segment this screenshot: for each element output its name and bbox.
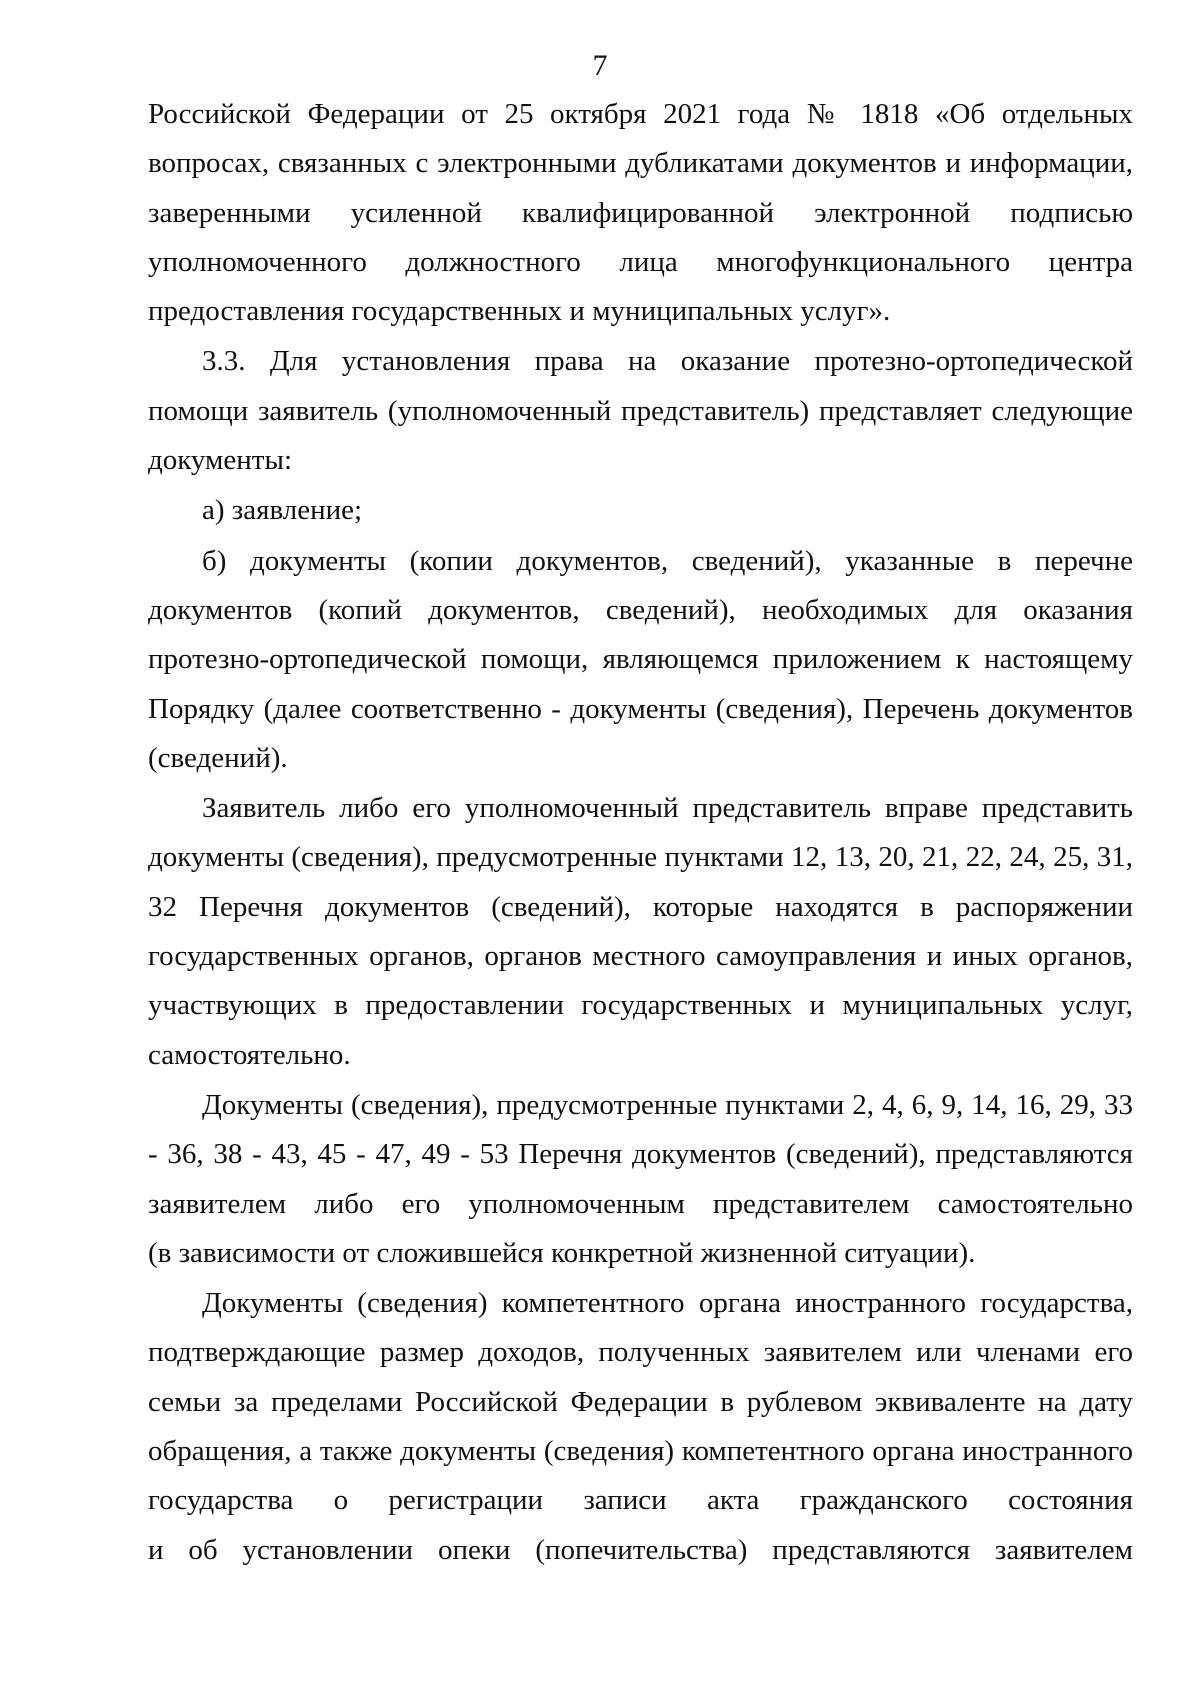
text-line: (в зависимости от сложившейся конкретной жизненной ситуации). <box>148 1236 976 1269</box>
document-body <box>148 90 1133 1576</box>
text-line: Заявитель либо его уполномоченный представитель вправе представить <box>202 792 1133 825</box>
text-line: уполномоченного должностного лица многофункционального центра <box>148 245 1133 278</box>
text-line: документы: <box>148 444 293 477</box>
page-number: 7 <box>592 49 608 82</box>
text-line: б) документы (копии документов, сведений), указанные в перечне <box>202 544 1133 577</box>
text-line: помощи заявитель (уполномоченный представитель) представляет следующие <box>148 394 1133 427</box>
text-line: Порядку (далее соответственно - документы (сведения), Перечень документов <box>148 692 1133 725</box>
text-line: 32 Перечня документов (сведений), которые находятся в распоряжении <box>148 890 1133 923</box>
text-line: а) заявление; <box>202 494 363 527</box>
paragraph-applicant-rights <box>148 784 1133 1080</box>
paragraph-foreign-documents <box>148 1279 1133 1575</box>
text-line: обращения, а также документы (сведения) компетентного органа иностранного <box>148 1435 1133 1468</box>
text-line: Российской Федерации от 25 октября 2021 года № 1818 «Об отдельных <box>148 98 1133 130</box>
text-line: самостоятельно. <box>148 1038 351 1071</box>
text-line: (сведений). <box>148 741 288 774</box>
text-line: - 36, 38 - 43, 45 - 47, 49 - 53 Перечня документов (сведений), представляются <box>148 1138 1133 1171</box>
paragraph-documents-self <box>148 1081 1133 1278</box>
paragraph-continuation <box>148 90 1133 336</box>
text-line: заверенными усиленной квалифицированной электронной подписью <box>148 196 1133 229</box>
text-line: государственных органов, органов местного самоуправления и иных органов, <box>148 940 1133 973</box>
text-line: документы (сведения), предусмотренные пунктами 12, 13, 20, 21, 22, 24, 25, 31, <box>148 841 1133 874</box>
text-line: протезно-ортопедической помощи, являющемся приложением к настоящему <box>148 643 1133 676</box>
text-line: и об установлении опеки (попечительства) представляются заявителем <box>148 1533 1133 1566</box>
text-line: 3.3. Для установления права на оказание протезно-ортопедической <box>202 345 1133 378</box>
text-line: государства о регистрации записи акта гражданского состояния <box>148 1484 1133 1517</box>
text-line: вопросах, связанных с электронными дубликатами документов и информации, <box>148 147 1133 180</box>
text-line: Документы (сведения) компетентного органа иностранного государства, <box>202 1287 1133 1320</box>
paragraph-item-a <box>148 486 1133 535</box>
text-line: предоставления государственных и муниципальных услуг». <box>148 295 891 328</box>
text-line: Документы (сведения), предусмотренные пунктами 2, 4, 6, 9, 14, 16, 29, 33 <box>202 1088 1133 1121</box>
text-line: семьи за пределами Российской Федерации в рублевом эквиваленте на дату <box>148 1385 1133 1418</box>
paragraph-item-b <box>148 537 1133 783</box>
text-line: документов (копий документов, сведений), необходимых для оказания <box>148 593 1133 626</box>
text-line: подтверждающие размер доходов, полученных заявителем или членами его <box>148 1336 1133 1369</box>
paragraph-3-3 <box>148 337 1133 485</box>
text-line: заявителем либо его уполномоченным представителем самостоятельно <box>148 1187 1133 1220</box>
text-line: участвующих в предоставлении государственных и муниципальных услуг, <box>148 989 1133 1022</box>
